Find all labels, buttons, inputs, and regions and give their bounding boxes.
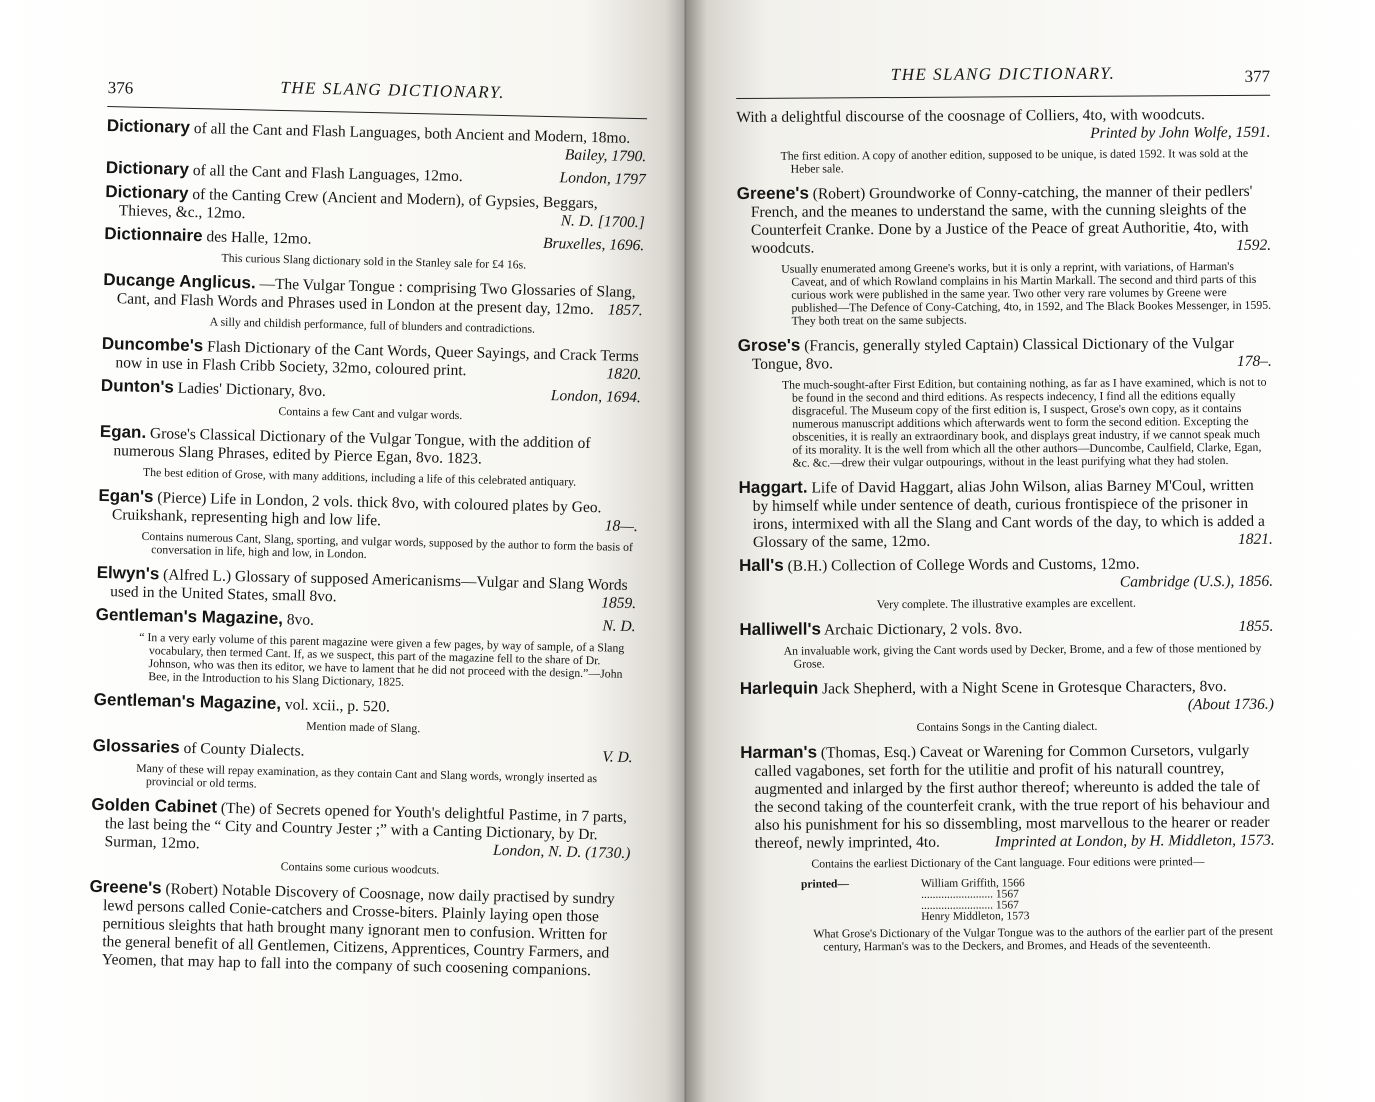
entry-list <box>88 117 647 981</box>
entry-text: —The Vulgar Tongue : comprising Two Glossaries of Slang, Cant, and Flash Words and Phrases used in London at the present day, 12mo. <box>116 275 636 319</box>
running-title: THE SLANG DICTIONARY. <box>280 77 506 103</box>
printer-name: ......................... 1567 <box>921 899 1019 912</box>
entry-text: (Robert) Notable Discovery of Coosnage, now daily practised by sundry lewd persons called Conie-catchers and Crosse-biters. Plainly laying open those pernitious sleights that hath brought many ignorant men to confusion. Written for the general benefit of all Gentlemen, Citizens, Apprentices, Country Farmers, and Yeomen, that may hap to fall into the company of such coosening companions. <box>101 880 615 980</box>
dictionary-entry <box>737 182 1272 328</box>
entry-line <box>740 677 1274 717</box>
entry-note: Very complete. The illustrative examples are excellent. <box>876 595 1136 612</box>
entry-imprint: 18—. <box>604 517 639 536</box>
entry-note: “ In a very early volume of this parent magazine were given a few pages, by way of sample, of a Slang vocabulary, then termed Cant. If, as we suspect, this part of the magazine fell to the share of Dr. Johnson, who was then its editor, we have to lament that he did not proceed with the design.”—John Bee, in the Introduction to his Slang Dictionary, 1825. <box>139 629 625 689</box>
entry-imprint: 1821. <box>1237 530 1273 548</box>
entry-imprint: London, N. D. (1730.) <box>492 841 631 863</box>
dictionary-entry <box>738 334 1273 470</box>
entry-imprint: 1820. <box>606 365 642 384</box>
entry-imprint: 1855. <box>1238 617 1274 635</box>
entry-note: Mention made of Slang. <box>306 718 421 736</box>
entry-imprint: Bruxelles, 1696. <box>542 234 645 255</box>
printer-label <box>801 901 921 913</box>
printer-name: ......................... 1567 <box>921 888 1019 901</box>
entry-text: Grose's Classical Dictionary of the Vulgar Tongue, with the addition of numerous Slang Phrases, edited by Pierce Egan, 8vo. 1823. <box>113 425 591 468</box>
right-page-content <box>736 63 1275 963</box>
entry-text: Jack Shepherd, with a Night Scene in Grotesque Characters, 8vo. <box>822 678 1227 698</box>
entry-note: Contains numerous Cant, Slang, sporting, and vulgar words, supposed by the author to form the basis of conversation in life, high and low, in London. <box>141 528 634 561</box>
entry-headword: Haggart. <box>738 477 808 497</box>
dictionary-entry <box>102 271 643 338</box>
entry-text: (Robert) Groundworke of Conny-catching, the manner of their pedlers' French, and the meanes to understand the same, with the cunning sleights of the Counterfeit Cranke. Done by a Justice of the Peace of great Authoritie, 4to, with woodcuts. <box>750 182 1253 257</box>
entry-headword: Glossaries <box>92 735 180 757</box>
entry-headword: Egan. <box>99 421 147 442</box>
dictionary-entry <box>104 225 645 274</box>
entry-note: A silly and childish performance, full of blunders and contradictions. <box>209 314 536 336</box>
entry-text: (Pierce) Life in London, 2 vols. thick 8vo, with coloured plates by Geo. Cruikshank, representing high and low life. <box>111 489 602 530</box>
dictionary-entry <box>99 423 640 490</box>
entry-imprint: London, 1694. <box>550 387 641 407</box>
entry-imprint: 178–. <box>1236 352 1272 370</box>
dictionary-entry <box>739 554 1273 612</box>
page-number: 376 <box>107 77 134 98</box>
entry-headword: Egan's <box>98 485 154 507</box>
dictionary-entry <box>94 606 636 694</box>
entry-note: Contains the earliest Dictionary of the Cant language. Four editions were printed— <box>811 854 1205 871</box>
entry-text: des Halle, 12mo. <box>206 228 312 248</box>
dictionary-entry <box>739 476 1273 552</box>
entry-imprint: London, 1797 <box>559 169 646 189</box>
entry-imprint: 1592. <box>1236 236 1272 254</box>
entry-line <box>101 335 642 384</box>
entry-text: of all the Cant and Flash Languages, 12mo. <box>192 161 463 186</box>
printers-list <box>801 877 1275 924</box>
entry-line <box>103 271 644 320</box>
entry-text: With a delightful discourse of the coosnage of Colliers, 4to, with woodcuts. <box>736 106 1205 126</box>
left-page <box>0 0 686 1102</box>
entry-text: Life of David Haggart, alias John Wilson, alias Barney M'Coul, written by himself while under sentence of death, curious frontispiece of the prisoner in irons, intermixed with all the Slang and Cant words of the day, to which is added a Glossary of the same, 12mo. <box>752 476 1265 551</box>
dictionary-entry <box>88 878 630 981</box>
entry-headword: Ducange Anglicus. <box>103 269 256 293</box>
entry-imprint: N. D. [1700.] <box>560 212 645 232</box>
entry-note: Many of these will repay examination, as they contain Cant and Slang words, wrongly inserted as provincial or old terms. <box>136 760 598 791</box>
entry-line <box>740 741 1275 853</box>
entry-text: (B.H.) Collection of College Words and Customs, 12mo. <box>787 555 1140 575</box>
dictionary-entry <box>92 737 633 799</box>
entry-headword: Elwyn's <box>96 562 160 584</box>
closing-note: What Grose's Dictionary of the Vulgar Tongue was to the authors of the earlier part of the present century, Harman's was to the Deckers, and Bromes, and Heads of the seventeenth. <box>813 923 1274 954</box>
entry-note: The much-sought-after First Edition, but containing nothing, as far as I have examined, which is not to be found in the second and third editions. As respects indecency, I find all the editions equally disgraceful. The Museum copy of the first edition is, I suspect, Grose's own copy, as it contains numerous manuscript additions which afterwards went to form the second edition. Excepting the obscenities, it is really an extraordinary book, and displays great industry, if we cannot speak much of its morality. It is the well from which all the other authors—Duncombe, Caulfield, Clarke, Egan, &c. &c.—drew their vulgar outpourings, without in the least purifying what they had stolen. <box>781 374 1267 470</box>
header-rule <box>736 95 1270 99</box>
entry-imprint: Printed by John Wolfe, 1591. <box>1090 123 1271 142</box>
right-page-header <box>736 63 1270 94</box>
entry-note: The first edition. A copy of another edition, supposed to be unique, is dated 1592. It was sold at the Heber sale. <box>780 145 1249 176</box>
entry-imprint: (About 1736.) <box>1187 695 1274 714</box>
entry-note: Contains a few Cant and vulgar words. <box>278 403 463 423</box>
printer-label <box>801 912 921 924</box>
entry-note: Contains some curious woodcuts. <box>280 859 440 877</box>
entry-headword: Hall's <box>738 555 784 575</box>
entry-imprint: V. D. <box>602 748 633 767</box>
printer-label: printed— <box>800 878 849 891</box>
entry-text: of all the Cant and Flash Languages, both Ancient and Modern, 18mo. <box>193 119 631 147</box>
entry-headword: Harlequin <box>739 678 819 698</box>
entry-headword: Dictionary <box>105 181 189 203</box>
entry-line <box>739 554 1273 594</box>
entry-note: This curious Slang dictionary sold in the Stanley sale for £4 16s. <box>221 250 527 272</box>
dictionary-entry <box>740 741 1275 871</box>
entry-text: (Thomas, Esq.) Caveat or Warening for Common Cursetors, vulgarly called vagabones, set forth for the utilitie and profit of his naturall countrey, augmented and inlarged by the first author thereof; whereunto is added the tale of the second taking of the counterfeit crank, with the true report of his behaviour and also his punishment for his so dissembling, most marvellous to the hearer or reader thereof, newly imprinted, 4to. <box>754 741 1270 852</box>
entry-line <box>738 334 1272 374</box>
entry-headword: Duncombe's <box>101 333 204 356</box>
entry-imprint: Imprinted at London, by H. Middleton, 1573. <box>994 831 1275 851</box>
entry-headword: Grose's <box>737 335 801 355</box>
dictionary-entry <box>736 106 1270 176</box>
entry-headword: Dictionnaire <box>104 223 203 246</box>
entry-headword: Greene's <box>736 183 809 203</box>
page-number: 377 <box>1244 66 1271 86</box>
entry-text: (Alfred L.) Glossary of supposed Americanisms—Vulgar and Slang Words used in the United States, small 8vo. <box>110 566 628 606</box>
dictionary-entry <box>740 677 1274 735</box>
entry-text: 8vo. <box>286 611 315 629</box>
dictionary-entry <box>739 618 1273 671</box>
entry-headword: Harman's <box>740 742 818 762</box>
left-page-content <box>88 74 648 986</box>
entry-text: (Francis, generally styled Captain) Classical Dictionary of the Vulgar Tongue, 8vo. <box>751 334 1234 373</box>
entry-headword: Dictionary <box>105 157 190 179</box>
printer-row <box>801 910 1275 924</box>
entry-note: Contains Songs in the Canting dialect. <box>916 718 1098 734</box>
dictionary-entry <box>101 335 642 384</box>
right-page <box>686 0 1375 1102</box>
entry-note: An invaluable work, giving the Cant words used by Decker, Brome, and a few of those mentioned by Grose. <box>783 640 1262 671</box>
entry-text: of the Canting Crew (Ancient and Modern), of Gypsies, Beggars, Thieves, &c., 12mo. <box>118 185 598 223</box>
entry-text: Flash Dictionary of the Cant Words, Queer Sayings, and Crack Terms now in use in Flash Cribb Society, 32mo, coloured print. <box>115 338 640 380</box>
entry-line <box>739 476 1273 552</box>
dictionary-entry <box>100 377 641 426</box>
entry-headword: Dictionary <box>106 115 191 137</box>
entry-headword: Greene's <box>89 876 162 898</box>
dictionary-entry <box>97 487 638 567</box>
printer-name: Henry Middleton, 1573 <box>921 910 1030 923</box>
entry-text: (The) of Secrets opened for Youth's delightful Pastime, in 7 parts, the last being the “ City and Country Jester ;” with a Canting Dictionary, by Dr. Surman, 12mo. <box>104 799 628 853</box>
dictionary-entry <box>93 691 634 740</box>
entry-line <box>88 878 630 981</box>
entry-line <box>90 796 631 863</box>
entry-note: The best edition of Grose, with many additions, including a life of this celebrated antiquary. <box>142 464 577 489</box>
entry-imprint: N. D. <box>602 617 636 636</box>
running-title: THE SLANG DICTIONARY. <box>890 63 1116 85</box>
entry-headword: Halliwell's <box>739 619 822 639</box>
dictionary-entry <box>90 796 632 881</box>
entry-headword: Dunton's <box>100 375 175 397</box>
entry-line <box>739 618 1273 640</box>
entry-text: of County Dialects. <box>183 739 305 760</box>
entry-line <box>737 182 1271 258</box>
entry-line <box>736 106 1270 145</box>
printer-name: William Griffith, 1566 <box>920 877 1025 890</box>
entry-text: vol. xcii., p. 520. <box>284 696 391 716</box>
entry-imprint: 1859. <box>601 594 637 613</box>
entry-list <box>736 106 1275 871</box>
entry-text: Archaic Dictionary, 2 vols. 8vo. <box>823 620 1023 639</box>
entry-imprint: 1857. <box>607 301 643 320</box>
entry-imprint: Cambridge (U.S.), 1856. <box>1119 572 1274 591</box>
entry-headword: Gentleman's Magazine, <box>95 604 284 629</box>
entry-imprint: Bailey, 1790. <box>564 146 647 166</box>
printer-label <box>801 890 921 902</box>
entry-headword: Golden Cabinet <box>91 794 218 817</box>
entry-text: Ladies' Dictionary, 8vo. <box>177 379 327 401</box>
entry-note: Usually enumerated among Greene's works, but it is only a reprint, with variations, of Harman's Caveat, and of which Rowland complains in his Martin Markall. The second and third parts of this curious work were published in the same year. Two other very rare volumes by Greene were published—The Defence of Cony-Catching, 4to, in 1592, and The Black Bookes Messenger, in 1595. They both treat on the same subjects. <box>781 258 1272 328</box>
entry-headword: Gentleman's Magazine, <box>93 689 282 714</box>
